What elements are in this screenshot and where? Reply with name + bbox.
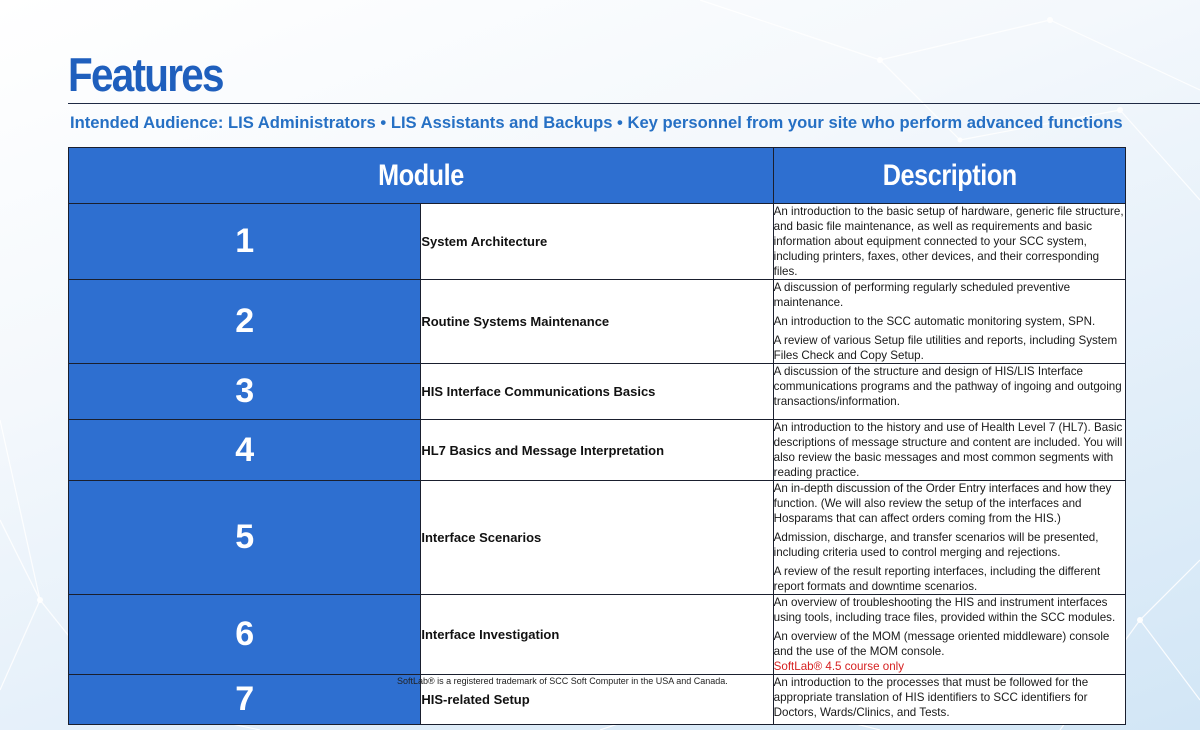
table-row	[69, 595, 1126, 675]
module-number: 3	[69, 364, 421, 420]
module-name: HIS Interface Communications Basics	[421, 364, 773, 420]
table-row	[69, 280, 1126, 364]
description-line: Admission, discharge, and transfer scenarios will be presented, including criteria used to control merging and rejections.	[773, 531, 1099, 559]
trademark-footnote: SoftLab® is a registered trademark of SCC Soft Computer in the USA and Canada.	[397, 676, 728, 686]
features-table	[68, 147, 1126, 725]
module-description	[773, 204, 1125, 280]
page-title: Features	[68, 48, 223, 101]
module-number: 1	[69, 204, 421, 280]
table-row	[69, 204, 1126, 280]
module-name: Interface Investigation	[421, 595, 773, 675]
module-name: System Architecture	[421, 204, 773, 280]
description-line: A discussion of performing regularly scheduled preventive maintenance.	[773, 281, 1071, 309]
table-row	[69, 481, 1126, 595]
description-line: A discussion of the structure and design of HIS/LIS Interface communications programs and the pathway of ingoing and outgoing transactions/information.	[773, 365, 1122, 408]
description-line: An in-depth discussion of the Order Entry interfaces and how they function. (We will also review the setup of the interfaces and Hosparams that can affect orders coming from the HIS.)	[773, 482, 1112, 525]
description-column-header	[773, 148, 1125, 204]
module-name: Interface Scenarios	[421, 481, 773, 595]
module-description	[773, 420, 1125, 481]
title-divider	[68, 103, 1200, 104]
description-line: An introduction to the basic setup of hardware, generic file structure, and basic file maintenance, as well as requirements and basic information about equipment connected to your SCC system, including printers, faxes, other devices, and their corresponding files.	[773, 205, 1124, 278]
description-header-label: Description	[882, 158, 1017, 192]
description-line: An introduction to the history and use of Health Level 7 (HL7). Basic descriptions of message structure and content are included. You will also review the basic messages and most common segments with reading practice.	[773, 421, 1123, 479]
table-header-row	[69, 148, 1126, 204]
module-description	[773, 280, 1125, 364]
module-description	[773, 595, 1125, 675]
description-line: A review of the result reporting interfaces, including the different report formats and downtime scenarios.	[773, 565, 1101, 593]
description-text: An overview of the MOM (message oriented middleware) console and the use of the MOM console.	[773, 630, 1110, 658]
table-row	[69, 420, 1126, 481]
module-description	[773, 481, 1125, 595]
module-number: 5	[69, 481, 421, 595]
module-number: 6	[69, 595, 421, 675]
module-name: HL7 Basics and Message Interpretation	[421, 420, 773, 481]
module-column-header	[69, 148, 774, 204]
description-line	[774, 629, 1125, 674]
module-description	[773, 675, 1125, 725]
module-number: 2	[69, 280, 421, 364]
module-number: 7	[69, 675, 421, 725]
module-name: Routine Systems Maintenance	[421, 280, 773, 364]
description-line: An introduction to the SCC automatic monitoring system, SPN.	[773, 315, 1096, 328]
description-line: An introduction to the processes that must be followed for the appropriate translation of HIS identifiers to SCC identifiers for Doctors, Wards/Clinics, and Tests.	[773, 676, 1089, 719]
description-line: A review of various Setup file utilities and reports, including System Files Check and Copy Setup.	[773, 334, 1118, 362]
description-line: An overview of troubleshooting the HIS and instrument interfaces using tools, including trace files, provided within the SCC modules.	[773, 596, 1116, 624]
module-header-label: Module	[377, 158, 464, 192]
table-row	[69, 364, 1126, 420]
module-description	[773, 364, 1125, 420]
module-name: HIS-related Setup	[421, 675, 773, 725]
version-note: SoftLab® 4.5 course only	[773, 660, 905, 673]
intended-audience: Intended Audience: LIS Administrators • LIS Assistants and Backups • Key personnel from your site who perform advanced functions	[70, 113, 1123, 132]
module-number: 4	[69, 420, 421, 481]
